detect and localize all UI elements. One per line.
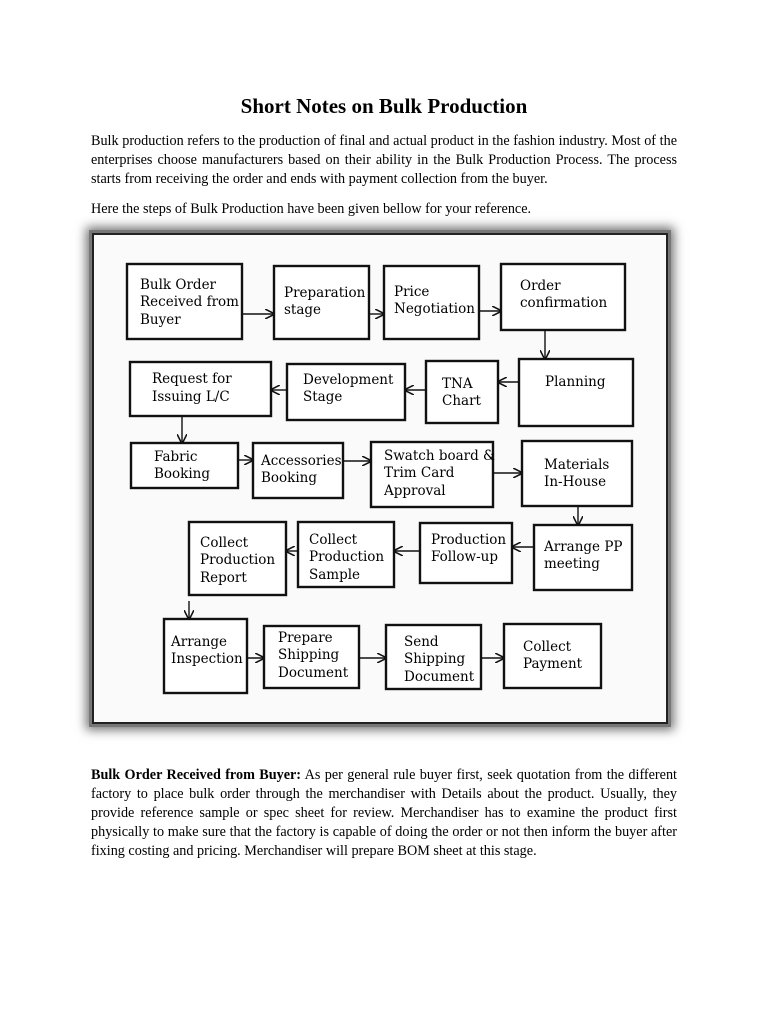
step-materials-inhouse-label: Materials In-House xyxy=(544,457,610,490)
intro-paragraph: Bulk production refers to the production of final and actual product in the fashion industry. Most of the enterprises choose manufacturers based on their ability in the Bulk Production Process. The process starts from receiving the order and ends with payment collection from the buyer. xyxy=(91,133,677,187)
step-request-lc-label: Request for Issuing L/C xyxy=(152,371,232,405)
step-collect-payment xyxy=(504,624,601,688)
step-arrange-inspection xyxy=(164,619,247,693)
step-swatch-board-label: Swatch board & Trim Card Approval xyxy=(384,448,496,499)
step-fabric-booking xyxy=(131,443,238,488)
step-development-label: Development Stage xyxy=(303,372,394,405)
step-price-negotiation xyxy=(384,266,479,339)
step-materials-inhouse xyxy=(522,441,632,506)
step-preparation-label: Preparation stage xyxy=(284,285,366,318)
step-swatch-board xyxy=(371,442,499,507)
step-tna-chart-label: TNA Chart xyxy=(442,376,481,409)
step-collect-report-label: Collect Production Report xyxy=(200,535,276,586)
step-collect-sample-label: Collect Production Sample xyxy=(309,532,385,583)
step-order-confirmation xyxy=(501,264,625,330)
step-prepare-shipping xyxy=(264,626,359,688)
steps-intro-paragraph: Here the steps of Bulk Production have been given bellow for your reference. xyxy=(91,201,532,217)
step-bulk-order-label: Bulk Order Received from Buyer xyxy=(140,277,239,328)
step-accessories-booking-label: Accessories Booking xyxy=(261,453,342,486)
step-order-confirmation-label: Order confirmation xyxy=(520,278,608,311)
page-title: Short Notes on Bulk Production xyxy=(240,94,528,118)
step-collect-sample xyxy=(298,522,394,587)
step-collect-payment-label: Collect Payment xyxy=(523,639,583,672)
step-bulk-order xyxy=(127,264,243,339)
step-development xyxy=(287,364,405,420)
step-request-lc xyxy=(130,362,271,416)
step-production-followup xyxy=(420,523,512,583)
step-arrange-pp xyxy=(534,525,632,590)
bulk-production-flowchart xyxy=(92,233,668,724)
step-price-negotiation-label: Price Negotiation xyxy=(394,284,475,317)
step-planning xyxy=(519,359,633,426)
step-tna-chart xyxy=(426,361,498,423)
step-production-followup-label: Production Follow-up xyxy=(431,532,507,565)
bulk-order-heading: Bulk Order Received from Buyer: xyxy=(91,767,302,783)
step-accessories-booking xyxy=(253,443,346,498)
step-send-shipping-label: Send Shipping Document xyxy=(404,634,475,685)
step-collect-report xyxy=(189,522,286,595)
step-fabric-booking-label: Fabric Booking xyxy=(154,449,211,482)
step-send-shipping xyxy=(386,625,481,689)
step-arrange-inspection-label: Arrange Inspection xyxy=(171,634,243,667)
step-prepare-shipping-label: Prepare Shipping Document xyxy=(278,630,349,681)
step-planning-label: Planning xyxy=(545,374,606,390)
bulk-order-paragraph xyxy=(91,766,677,861)
bulk-order-body: As per general rule buyer first, seek quotation from the different factory to place bulk order through the merchandiser with Details about the product. Usually, they provide reference sample or spec sheet for review. Merchandiser has to examine the product first physically to make sure that the factory is capable of doing the order or not then inform the buyer after fixing costing and pricing. Merchandiser will prepare BOM sheet at this stage. xyxy=(91,767,677,859)
step-arrange-pp-label: Arrange PP meeting xyxy=(544,539,623,572)
step-preparation xyxy=(274,266,370,339)
